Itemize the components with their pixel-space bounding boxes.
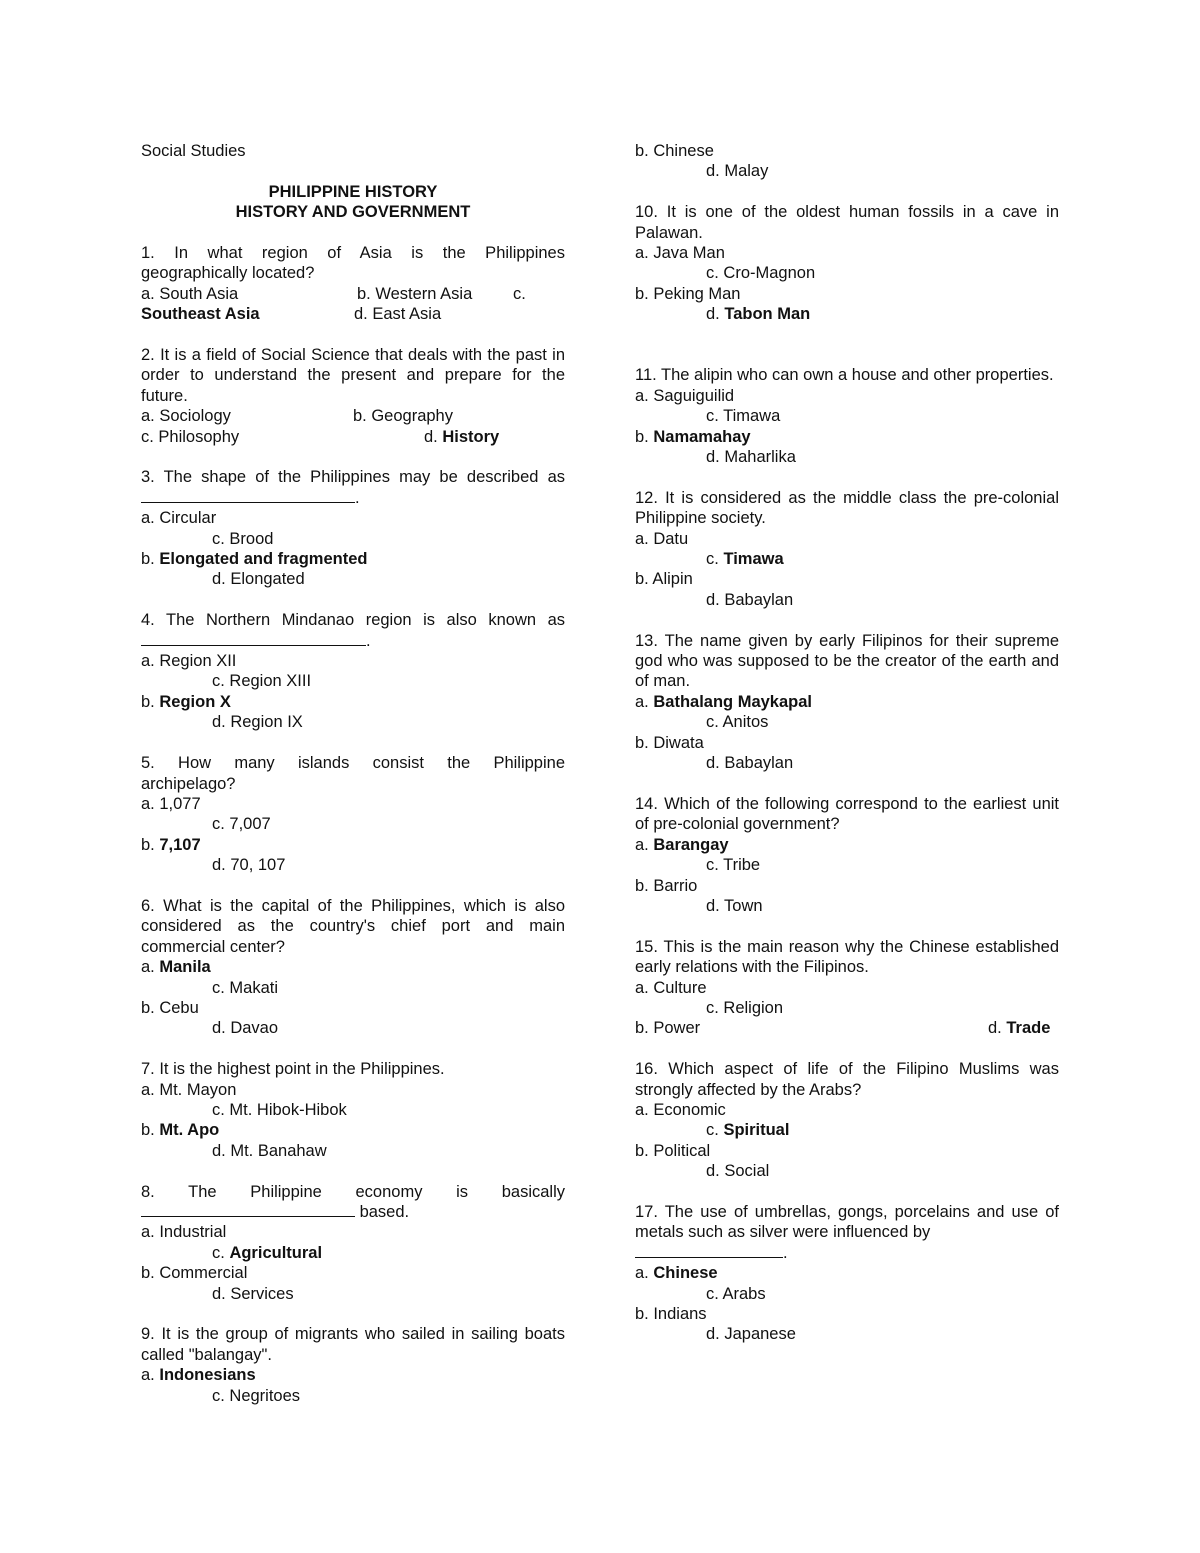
option-b: b. Barrio xyxy=(635,876,698,895)
question-stem: 6. What is the capital of the Philippines, which is also considered as the country's chief port and main commercial center? xyxy=(141,896,565,956)
question-8 xyxy=(141,1182,565,1304)
question-stem-cont: geographically located? xyxy=(141,264,315,283)
correct-answer: Namamahay xyxy=(653,427,751,446)
option-d: d. Mt. Banahaw xyxy=(212,1141,327,1160)
option-b: b. Alipin xyxy=(635,570,693,589)
question-stem: 2. It is a field of Social Science that deals with the past in order to understand the present and prepare for the future. xyxy=(141,346,565,405)
option-c: c. Tribe xyxy=(706,856,761,875)
correct-answer: Mt. Apo xyxy=(159,1121,220,1140)
question-stem: 16. Which aspect of life of the Filipino Muslims was strongly affected by the Arabs? xyxy=(635,1060,1059,1099)
option-a: a. Manila xyxy=(141,958,211,977)
subject-label: Social Studies xyxy=(141,142,246,160)
question-6 xyxy=(141,896,565,1039)
option-b: b. Western Asia xyxy=(357,284,473,303)
option-a: a. Bathalang Maykapal xyxy=(635,692,812,711)
question-7 xyxy=(141,1059,565,1161)
option-c: c. Makati xyxy=(212,978,279,997)
question-stem: 3. The shape of the Philippines may be described as xyxy=(141,468,565,487)
correct-answer: Timawa xyxy=(723,550,784,569)
option-a: a. South Asia xyxy=(141,284,239,303)
option-b: b. Cebu xyxy=(141,998,199,1017)
question-stem: 11. The alipin who can own a house and other properties. xyxy=(635,366,1054,385)
option-d: d. Elongated xyxy=(212,570,305,589)
option-a: a. Circular xyxy=(141,509,217,528)
question-16 xyxy=(635,1059,1059,1181)
question-15 xyxy=(635,937,1059,1039)
correct-answer: Indonesians xyxy=(159,1366,256,1385)
option-d: d. Babaylan xyxy=(706,590,794,609)
option-d: d. Malay xyxy=(706,162,769,181)
answer-blank-line: . xyxy=(635,1243,1059,1263)
option-d: d. 70, 107 xyxy=(212,856,286,875)
correct-answer: Region X xyxy=(159,692,231,711)
option-row xyxy=(141,406,565,426)
option-a: a. Industrial xyxy=(141,1223,227,1242)
option-c: c. Timawa xyxy=(706,407,781,426)
question-stem: 12. It is considered as the middle class the pre-colonial Philippine society. xyxy=(635,488,1059,528)
option-b: b. Elongated and fragmented xyxy=(141,550,368,569)
question-stem-cont: archipelago? xyxy=(141,774,236,793)
option-a: a. Economic xyxy=(635,1100,726,1119)
option-d-prefix: d. xyxy=(988,1019,1002,1038)
option-c: c. Negritoes xyxy=(212,1386,301,1405)
correct-answer: Chinese xyxy=(653,1264,718,1283)
option-c: c. 7,007 xyxy=(212,815,271,834)
correct-answer: Elongated and fragmented xyxy=(159,550,368,569)
option-b: b. 7,107 xyxy=(141,835,201,854)
question-stem: 8. The Philippine economy is basically xyxy=(141,1182,565,1201)
question-9 xyxy=(141,1324,565,1406)
option-b: b. Namamahay xyxy=(635,427,751,446)
option-a: a. Barangay xyxy=(635,835,729,854)
question-stem: 10. It is one of the oldest human fossils in a cave in Palawan. xyxy=(635,203,1059,242)
option-b: b. Geography xyxy=(353,407,453,426)
option-b: b. Political xyxy=(635,1141,711,1160)
correct-answer: Trade xyxy=(1006,1019,1051,1038)
option-b: b. Commercial xyxy=(141,1264,248,1283)
option-d-answer: History xyxy=(442,427,500,446)
question-stem: 5. How many islands consist the Philippine xyxy=(141,754,565,773)
option-d: d. Social xyxy=(706,1162,770,1181)
correct-answer: Tabon Man xyxy=(724,305,811,324)
option-b: b. Region X xyxy=(141,692,231,711)
option-row xyxy=(141,304,565,324)
option-b: b. Mt. Apo xyxy=(141,1121,220,1140)
option-c: c. Philosophy xyxy=(141,427,240,446)
option-row xyxy=(635,1018,1059,1038)
option-b: b. Chinese xyxy=(635,142,714,160)
option-d: d. Services xyxy=(212,1284,294,1303)
option-c-answer: Southeast Asia xyxy=(141,305,260,324)
option-a: a. Java Man xyxy=(635,244,725,263)
option-a: a. Datu xyxy=(635,529,689,548)
question-4 xyxy=(141,610,565,732)
option-d: d. Region IX xyxy=(212,713,303,732)
option-d: d. Tabon Man xyxy=(706,305,811,324)
correct-answer: Bathalang Maykapal xyxy=(653,692,812,711)
option-c: c. Religion xyxy=(706,998,784,1017)
option-c-prefix: c. xyxy=(513,284,526,303)
option-c: c. Region XIII xyxy=(212,672,312,691)
option-d: d. Babaylan xyxy=(706,754,794,773)
option-a: a. Indonesians xyxy=(141,1366,256,1385)
option-c: c. Mt. Hibok-Hibok xyxy=(212,1100,347,1119)
question-stem: 4. The Northern Mindanao region is also known as xyxy=(141,611,565,630)
page-subtitle: HISTORY AND GOVERNMENT xyxy=(235,203,471,222)
correct-answer: Agricultural xyxy=(229,1243,323,1262)
question-9-continued xyxy=(635,141,1059,182)
option-c: c. Spiritual xyxy=(706,1121,790,1140)
question-stem: 15. This is the main reason why the Chinese established early relations with the Filipinos. xyxy=(635,937,1059,977)
option-c: c. Arabs xyxy=(706,1284,766,1303)
option-a: a. Region XII xyxy=(141,652,237,671)
option-b: b. Indians xyxy=(635,1305,707,1324)
option-row xyxy=(141,427,565,447)
option-d: d. Japanese xyxy=(706,1325,796,1344)
option-a: a. Saguiguilid xyxy=(635,386,735,405)
option-d-prefix: d. xyxy=(424,427,438,446)
question-13 xyxy=(635,631,1059,774)
question-17 xyxy=(635,1202,1059,1345)
option-c: c. Agricultural xyxy=(212,1243,323,1262)
page-title: PHILIPPINE HISTORY xyxy=(268,182,438,201)
question-stem: 1. In what region of Asia is the Philippines xyxy=(141,244,565,262)
right-column xyxy=(635,141,1059,1345)
question-2 xyxy=(141,345,565,447)
option-d: d. Maharlika xyxy=(706,448,796,467)
option-b: b. Power xyxy=(635,1019,701,1038)
question-5 xyxy=(141,753,565,875)
question-12 xyxy=(635,488,1059,610)
question-11 xyxy=(635,365,1059,467)
option-a: a. 1,077 xyxy=(141,794,201,813)
answer-blank-line: . xyxy=(141,631,565,651)
question-stem: 17. The use of umbrellas, gongs, porcelains and use of metals such as silver were influenced by xyxy=(635,1202,1059,1242)
left-column xyxy=(141,141,565,1406)
option-a: a. Sociology xyxy=(141,407,231,426)
question-stem: 7. It is the highest point in the Philippines. xyxy=(141,1060,445,1079)
question-stem: 13. The name given by early Filipinos for their supreme god who was supposed to be the creator of the earth and of man. xyxy=(635,631,1059,691)
correct-answer: Barangay xyxy=(653,835,729,854)
correct-answer: 7,107 xyxy=(159,835,201,854)
option-c: c. Timawa xyxy=(706,550,784,569)
correct-answer: Manila xyxy=(159,958,211,977)
option-row xyxy=(141,284,565,304)
option-b: b. Peking Man xyxy=(635,284,741,303)
option-c: c. Cro-Magnon xyxy=(706,264,816,283)
option-c: c. Anitos xyxy=(706,713,769,732)
option-d: d. Town xyxy=(706,896,763,915)
option-a: a. Culture xyxy=(635,978,707,997)
option-a: a. Chinese xyxy=(635,1264,718,1283)
question-stem: 14. Which of the following correspond to the earliest unit of pre-colonial government? xyxy=(635,794,1059,834)
question-10 xyxy=(635,202,1059,324)
answer-blank-line: based. xyxy=(141,1202,565,1222)
question-3 xyxy=(141,467,565,589)
correct-answer: Spiritual xyxy=(723,1121,790,1140)
option-d: d. East Asia xyxy=(354,305,442,324)
question-14 xyxy=(635,794,1059,916)
option-b: b. Diwata xyxy=(635,733,704,752)
option-d: d. Davao xyxy=(212,1019,279,1038)
option-a: a. Mt. Mayon xyxy=(141,1080,237,1099)
question-stem: 9. It is the group of migrants who sailed in sailing boats called "balangay". xyxy=(141,1325,565,1364)
option-c: c. Brood xyxy=(212,529,274,548)
answer-blank-line: . xyxy=(141,488,565,508)
question-1 xyxy=(141,243,565,325)
